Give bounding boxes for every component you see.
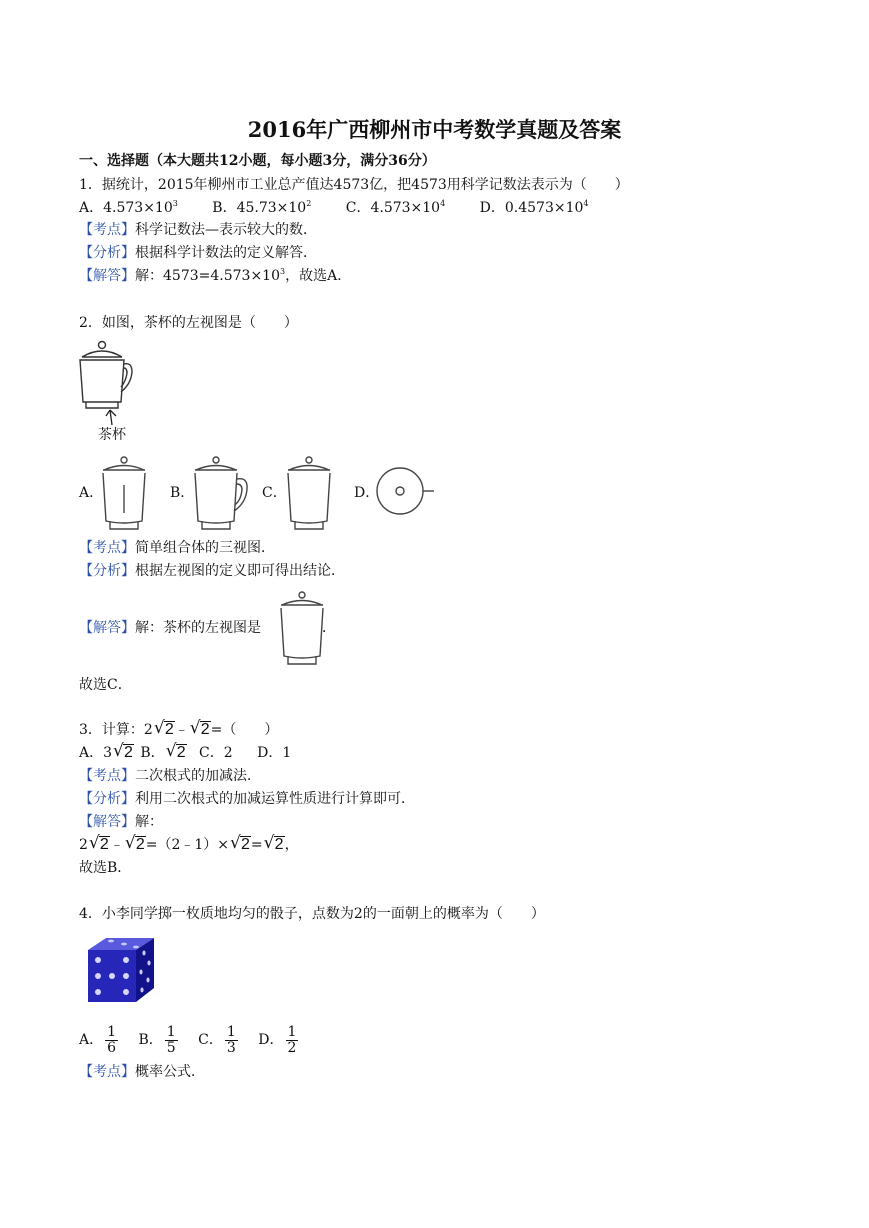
arrow-icon	[104, 408, 124, 426]
q4-kaodian: 【考点】概率公式．	[79, 1064, 205, 1080]
teacup-figure	[72, 340, 142, 410]
q2-option-c-label[interactable]: C．	[262, 485, 287, 501]
dice-image	[84, 936, 156, 1004]
q1-fenxi: 【分析】根据科学计数法的定义解答．	[79, 245, 317, 261]
q2-option-d-figure[interactable]	[376, 463, 436, 523]
q3-conclusion: 故选B．	[79, 860, 132, 876]
kaodian-tag: 【考点】	[79, 1064, 135, 1080]
q4-options	[79, 1022, 300, 1058]
q1-option-b[interactable]: B．$45.73\times 10^2$	[212, 199, 312, 216]
q2-stem: 2．如图，茶杯的左视图是（ ）	[79, 315, 298, 331]
q3-option-c[interactable]: C．2	[199, 745, 233, 761]
q4-option-d[interactable]: D． $\frac{1}{2}$	[258, 1023, 297, 1056]
q2-option-c-figure[interactable]	[283, 455, 335, 533]
kaodian-tag: 【考点】	[79, 768, 135, 784]
sqrt-2: √ 2	[189, 718, 210, 738]
q2-answer-figure	[276, 590, 328, 668]
q3-option-d[interactable]: D．1	[257, 745, 292, 761]
q3-jieda: 【解答】解：	[79, 814, 163, 830]
section-heading: 一、选择题（本大题共12小题，每小题3分，满分36分）	[79, 153, 436, 169]
q3-options	[79, 743, 291, 763]
q2-option-a-figure[interactable]	[98, 455, 150, 533]
q3-option-b[interactable]: B． √ 2	[140, 741, 186, 761]
page-title: 2016年广西柳州市中考数学真题及答案	[247, 117, 622, 142]
q1-jieda: 【解答】解：$4573=4.573\times 10^3$，故选A．	[79, 267, 352, 284]
jieda-tag: 【解答】	[79, 268, 135, 284]
jieda-tag: 【解答】	[79, 814, 135, 830]
fenxi-tag: 【分析】	[79, 563, 135, 579]
q2-option-b-label[interactable]: B．	[170, 485, 195, 501]
q2-fenxi: 【分析】根据左视图的定义即可得出结论．	[79, 563, 345, 579]
q3-stem: 3．计算：2 √ 2﹣ √ 2=（ ）	[79, 718, 279, 738]
q2-kaodian: 【考点】简单组合体的三视图．	[79, 540, 275, 556]
kaodian-tag: 【考点】	[79, 540, 135, 556]
q1-stem: 1．据统计，2015年柳州市工业总产值达4573亿，把4573用科学记数法表示为（ ）	[79, 177, 629, 193]
fenxi-tag: 【分析】	[79, 791, 135, 807]
q3-fenxi: 【分析】利用二次根式的加减运算性质进行计算即可．	[79, 791, 415, 807]
q2-option-d-label[interactable]: D．	[354, 485, 380, 501]
q3-option-a[interactable]: A．3 √ 2	[79, 741, 133, 761]
sqrt-2: √ 2	[153, 718, 174, 738]
q2-option-b-figure[interactable]	[190, 455, 252, 533]
q1-kaodian: 【考点】科学记数法—表示较大的数．	[79, 222, 317, 238]
q3-kaodian: 【考点】二次根式的加减法．	[79, 768, 261, 784]
q3-work: 2 √ 2﹣ √ 2=（2﹣1）× √ 2= √ 2，	[79, 833, 299, 853]
q4-option-c[interactable]: C． $\frac{1}{3}$	[198, 1023, 236, 1056]
kaodian-tag: 【考点】	[79, 222, 135, 238]
q2-jieda-end: ．	[322, 620, 336, 636]
q1-option-c[interactable]: C．$4.573\times 10^4$	[345, 199, 446, 216]
q2-conclusion: 故选C．	[79, 677, 132, 693]
q4-option-b[interactable]: B． $\frac{1}{5}$	[138, 1023, 176, 1056]
q2-option-a-label[interactable]: A．	[79, 485, 104, 501]
q1-option-d[interactable]: D．$0.4573\times 10^4$	[479, 199, 589, 216]
cup-label: 茶杯	[98, 427, 126, 443]
q4-option-a[interactable]: A． $\frac{1}{6}$	[79, 1023, 117, 1056]
q1-option-a[interactable]: A．$4.573\times 10^3$	[79, 199, 178, 216]
q2-jieda: 【解答】解：茶杯的左视图是	[79, 620, 261, 636]
q1-options	[79, 198, 589, 218]
fenxi-tag: 【分析】	[79, 245, 135, 261]
jieda-tag: 【解答】	[79, 620, 135, 636]
q4-stem: 4．小李同学掷一枚质地均匀的骰子，点数为2的一面朝上的概率为（ ）	[79, 906, 545, 922]
